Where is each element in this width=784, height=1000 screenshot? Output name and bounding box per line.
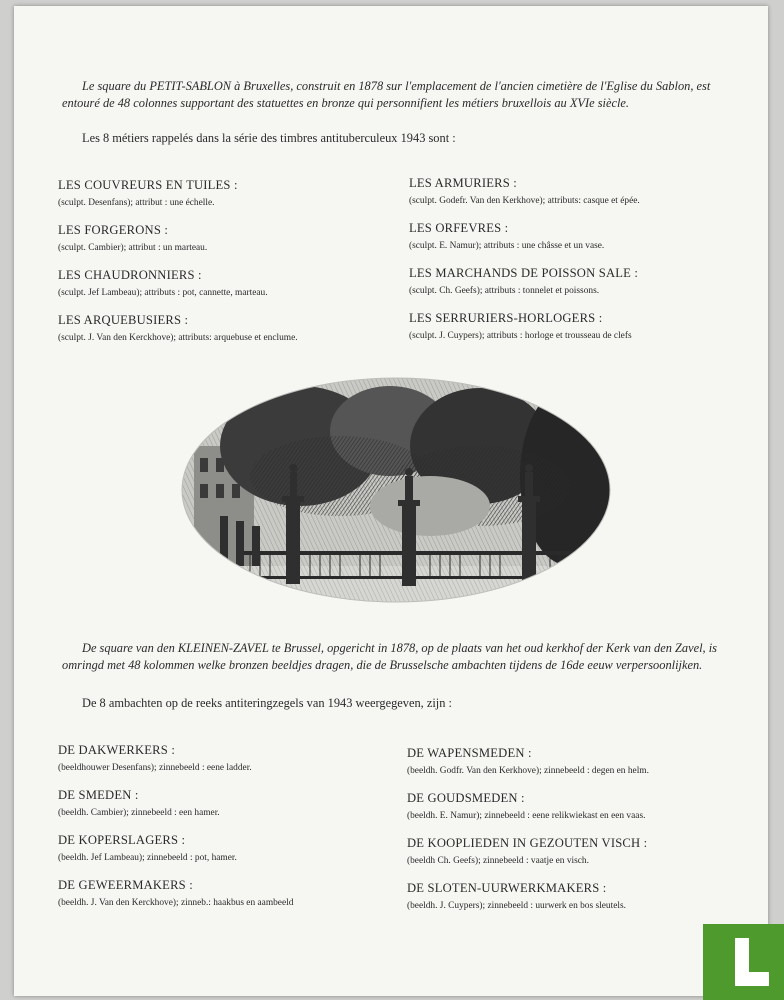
trade-details: (beeldh. Cambier); zinnebeeld : een hamer. <box>58 808 220 818</box>
trade-title: LES FORGERONS : <box>58 223 169 237</box>
trade-title: DE KOOPLIEDEN IN GEZOUTEN VISCH : <box>407 836 648 850</box>
list-item <box>58 833 398 878</box>
list-item <box>409 176 749 221</box>
list-item <box>407 836 747 881</box>
trade-details: (sculpt. Ch. Geefs); attributs : tonnelet et poissons. <box>409 286 600 296</box>
trade-title: DE GOUDSMEDEN : <box>407 791 525 805</box>
french-lead-sentence: Les 8 métiers rappelés dans la série des timbres antituberculeux 1943 sont : <box>82 131 456 145</box>
trade-details: (beeldh. Jef Lambeau); zinnebeeld : pot, hamer. <box>58 853 237 863</box>
trade-details: (beeldh. J. Cuypers); zinnebeeld : uurwerk en bos sleutels. <box>407 901 626 911</box>
list-item <box>58 178 398 223</box>
trade-title: DE DAKWERKERS : <box>58 743 176 757</box>
list-item <box>58 268 398 313</box>
dutch-intro-paragraph: De square van den KLEINEN-ZAVEL te Brussel, opgericht in 1878, op de plaats van het oud kerkhof der Kerk van den Zavel, is omringd met 48 kolommen welke bronzen beeldjes dragen, die de Brusselsche ambachten tijdens de 16de eeuw verpersoonlijken. <box>62 641 718 672</box>
trade-title: LES ARMURIERS : <box>409 176 517 190</box>
trade-title: LES ARQUEBUSIERS : <box>58 313 189 327</box>
french-right-list <box>409 176 749 356</box>
trade-title: DE GEWEERMAKERS : <box>58 878 193 892</box>
list-item <box>409 311 749 356</box>
list-item <box>407 881 747 926</box>
list-item <box>58 743 398 788</box>
list-item <box>58 223 398 268</box>
dutch-lead-sentence: De 8 ambachten op de reeks antiteringzegels van 1943 weergegeven, zijn : <box>82 696 452 710</box>
trade-details: (beeldh. E. Namur); zinnebeeld : eene relikwiekast en een vaas. <box>407 811 646 821</box>
french-intro-paragraph: Le square du PETIT-SABLON à Bruxelles, construit en 1878 sur l'emplacement de l'ancien cimetière de l'Eglise du Sablon, est entouré de 48 colonnes supportant des statuettes en bronze qui personnifient les métiers bruxellois au XVIe siècle. <box>62 79 711 110</box>
trade-details: (sculpt. J. Cuypers); attributs : horloge et trousseau de clefs <box>409 331 632 341</box>
list-item <box>407 746 747 791</box>
trade-title: LES COUVREURS EN TUILES : <box>58 178 238 192</box>
trade-details: (beeldh. Godfr. Van den Kerkhove); zinnebeeld : degen en helm. <box>407 766 649 776</box>
trade-title: DE WAPENSMEDEN : <box>407 746 532 760</box>
corner-logo-icon <box>703 924 784 1000</box>
trade-details: (beeldh. J. Van den Kerckhove); zinneb.: haakbus en aambeeld <box>58 898 294 908</box>
trade-title: LES SERRURIERS-HORLOGERS : <box>409 311 603 325</box>
trade-title: LES MARCHANDS DE POISSON SALE : <box>409 266 639 280</box>
list-item <box>409 221 749 266</box>
trade-details: (sculpt. E. Namur); attributs : une châsse et un vase. <box>409 241 605 251</box>
list-item <box>407 791 747 836</box>
trade-title: LES CHAUDRONNIERS : <box>58 268 202 282</box>
list-item <box>58 788 398 833</box>
petit-sablon-engraving <box>180 376 612 604</box>
trade-details: (sculpt. Cambier); attribut : un marteau. <box>58 243 208 253</box>
french-left-list <box>58 178 398 358</box>
trade-details: (beeldh Ch. Geefs); zinnebeeld : vaatje en visch. <box>407 856 589 866</box>
trade-details: (sculpt. Jef Lambeau); attributs : pot, cannette, marteau. <box>58 288 268 298</box>
dutch-left-list <box>58 743 398 923</box>
list-item <box>409 266 749 311</box>
list-item <box>58 313 398 358</box>
trade-title: DE SLOTEN-UURWERKMAKERS : <box>407 881 607 895</box>
trade-details: (sculpt. J. Van den Kerckhove); attributs: arquebuse et enclume. <box>58 333 298 343</box>
trade-details: (beeldhouwer Desenfans); zinnebeeld : eene ladder. <box>58 763 252 773</box>
trade-title: LES ORFEVRES : <box>409 221 509 235</box>
trade-title: DE KOPERSLAGERS : <box>58 833 186 847</box>
trade-details: (sculpt. Godefr. Van den Kerkhove); attributs: casque et épée. <box>409 196 640 206</box>
trade-title: DE SMEDEN : <box>58 788 139 802</box>
list-item <box>58 878 398 923</box>
trade-details: (sculpt. Desenfans); attribut : une échelle. <box>58 198 215 208</box>
dutch-right-list <box>407 746 747 926</box>
